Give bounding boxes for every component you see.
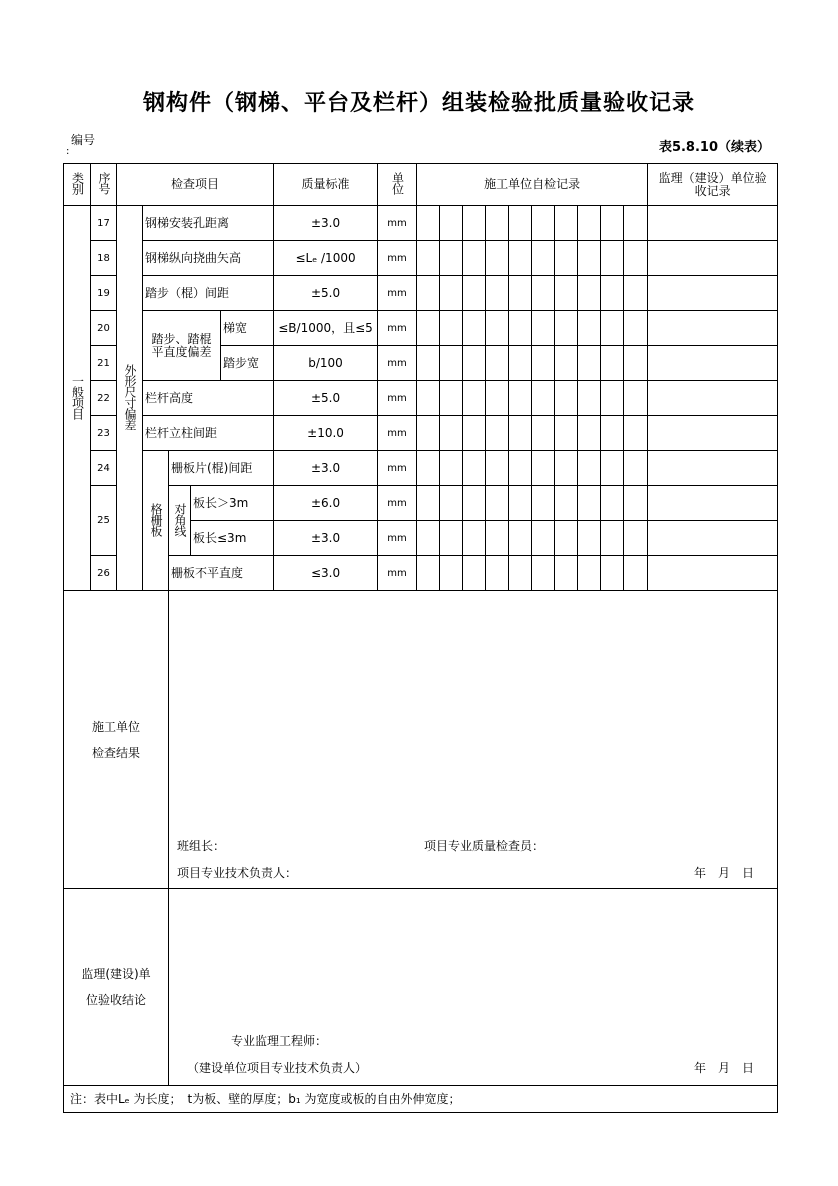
check-cell[interactable] bbox=[509, 521, 532, 556]
supervision-cell[interactable] bbox=[648, 276, 778, 311]
check-cell[interactable] bbox=[532, 486, 555, 521]
table-row bbox=[64, 556, 778, 591]
unit: mm bbox=[378, 556, 417, 591]
check-cell[interactable] bbox=[624, 556, 648, 591]
header-unit: 单位 bbox=[378, 164, 417, 206]
check-cell[interactable] bbox=[532, 381, 555, 416]
check-cell[interactable] bbox=[532, 521, 555, 556]
quality-standard: ≤Lₑ /1000 bbox=[274, 241, 378, 276]
group-grid: 格栅板 bbox=[143, 451, 169, 591]
check-cell[interactable] bbox=[601, 241, 624, 276]
quality-standard: ±6.0 bbox=[274, 486, 378, 521]
seq-number: 25 bbox=[91, 486, 117, 556]
check-cell[interactable] bbox=[486, 346, 509, 381]
unit: mm bbox=[378, 206, 417, 241]
check-cell[interactable] bbox=[440, 556, 463, 591]
check-cell[interactable] bbox=[463, 311, 486, 346]
inspection-table bbox=[63, 163, 778, 1113]
check-cell[interactable] bbox=[440, 486, 463, 521]
inspection-item: 梯宽 bbox=[221, 311, 274, 346]
code-colon: : bbox=[66, 146, 70, 157]
table-number: 表5.8.10（续表） bbox=[658, 140, 770, 155]
quality-standard: ±5.0 bbox=[274, 381, 378, 416]
header-seq: 序号 bbox=[91, 164, 117, 206]
check-cell[interactable] bbox=[440, 451, 463, 486]
table-row bbox=[64, 276, 778, 311]
table-row bbox=[64, 311, 778, 346]
check-cell[interactable] bbox=[624, 381, 648, 416]
check-cell[interactable] bbox=[532, 311, 555, 346]
unit: mm bbox=[378, 381, 417, 416]
check-cell[interactable] bbox=[417, 276, 440, 311]
unit: mm bbox=[378, 346, 417, 381]
supervision-cell[interactable] bbox=[648, 241, 778, 276]
supervision-cell[interactable] bbox=[648, 206, 778, 241]
quality-standard: ±10.0 bbox=[274, 416, 378, 451]
unit: mm bbox=[378, 451, 417, 486]
check-cell[interactable] bbox=[624, 416, 648, 451]
check-cell[interactable] bbox=[463, 346, 486, 381]
check-cell[interactable] bbox=[417, 311, 440, 346]
check-cell[interactable] bbox=[555, 311, 578, 346]
check-cell[interactable] bbox=[509, 486, 532, 521]
check-cell[interactable] bbox=[417, 486, 440, 521]
inspection-item: 栏杆立柱间距 bbox=[143, 416, 274, 451]
check-cell[interactable] bbox=[463, 556, 486, 591]
check-cell[interactable] bbox=[532, 276, 555, 311]
supervision-cell[interactable] bbox=[648, 311, 778, 346]
unit: mm bbox=[378, 486, 417, 521]
seq-number: 21 bbox=[91, 346, 117, 381]
inspection-item: 栅板片(棍)间距 bbox=[169, 451, 274, 486]
quality-standard: ≤3.0 bbox=[274, 556, 378, 591]
check-cell[interactable] bbox=[555, 521, 578, 556]
check-cell[interactable] bbox=[463, 451, 486, 486]
check-cell[interactable] bbox=[440, 416, 463, 451]
check-cell[interactable] bbox=[440, 206, 463, 241]
unit: mm bbox=[378, 521, 417, 556]
supervision-cell[interactable] bbox=[648, 381, 778, 416]
check-cell[interactable] bbox=[509, 346, 532, 381]
table-row bbox=[64, 416, 778, 451]
quality-standard: ±3.0 bbox=[274, 451, 378, 486]
construction-result-row bbox=[64, 591, 778, 889]
check-cell[interactable] bbox=[486, 521, 509, 556]
check-cell[interactable] bbox=[601, 486, 624, 521]
check-cell[interactable] bbox=[555, 381, 578, 416]
category-cell: 一般项目 bbox=[64, 206, 91, 591]
check-cell[interactable] bbox=[578, 346, 601, 381]
check-cell[interactable] bbox=[440, 276, 463, 311]
check-cell[interactable] bbox=[509, 206, 532, 241]
table-row bbox=[64, 381, 778, 416]
team-leader-label: 班组长： bbox=[177, 839, 226, 853]
check-cell[interactable] bbox=[578, 381, 601, 416]
check-cell[interactable] bbox=[555, 451, 578, 486]
unit: mm bbox=[378, 311, 417, 346]
check-cell[interactable] bbox=[486, 486, 509, 521]
check-cell[interactable] bbox=[532, 451, 555, 486]
inspection-item: 钢梯纵向挠曲矢高 bbox=[143, 241, 274, 276]
check-cell[interactable] bbox=[555, 346, 578, 381]
supervision-cell[interactable] bbox=[648, 451, 778, 486]
check-cell[interactable] bbox=[578, 451, 601, 486]
qc-inspector-label: 项目专业质量检查员： bbox=[424, 839, 545, 853]
check-cell[interactable] bbox=[486, 241, 509, 276]
check-cell[interactable] bbox=[555, 206, 578, 241]
check-cell[interactable] bbox=[463, 241, 486, 276]
supervision-cell[interactable] bbox=[648, 556, 778, 591]
check-cell[interactable] bbox=[486, 276, 509, 311]
quality-standard: ±3.0 bbox=[274, 521, 378, 556]
table-row bbox=[64, 451, 778, 486]
check-cell[interactable] bbox=[601, 381, 624, 416]
check-cell[interactable] bbox=[532, 206, 555, 241]
check-cell[interactable] bbox=[509, 241, 532, 276]
check-cell[interactable] bbox=[417, 451, 440, 486]
note-row bbox=[64, 1086, 778, 1113]
check-cell[interactable] bbox=[440, 311, 463, 346]
seq-number: 17 bbox=[91, 206, 117, 241]
check-cell[interactable] bbox=[440, 346, 463, 381]
check-cell[interactable] bbox=[440, 381, 463, 416]
supervision-cell[interactable] bbox=[648, 521, 778, 556]
check-cell[interactable] bbox=[486, 381, 509, 416]
check-cell[interactable] bbox=[624, 451, 648, 486]
unit: mm bbox=[378, 416, 417, 451]
group-shape: 外形尺寸偏差 bbox=[117, 206, 143, 591]
tech-lead-label: 项目专业技术负责人： bbox=[177, 866, 298, 880]
check-cell[interactable] bbox=[578, 206, 601, 241]
unit: mm bbox=[378, 241, 417, 276]
supervision-result-label: 监理(建设)单 位验收结论 bbox=[64, 889, 169, 1086]
quality-standard: b/100 bbox=[274, 346, 378, 381]
date-label: 年 月 日 bbox=[694, 1061, 755, 1075]
check-cell[interactable] bbox=[578, 556, 601, 591]
code-label: 编号 bbox=[71, 133, 96, 147]
header-category: 类别 bbox=[64, 164, 91, 206]
construction-result-content[interactable] bbox=[169, 591, 778, 889]
quality-standard: ≤B/1000，且≤5 bbox=[274, 311, 378, 346]
check-cell[interactable] bbox=[486, 206, 509, 241]
table-row bbox=[64, 241, 778, 276]
check-cell[interactable] bbox=[417, 521, 440, 556]
note-text: 注：表中Lₑ 为长度； t为板、壁的厚度；b₁ 为宽度或板的自由外伸宽度； bbox=[64, 1086, 778, 1113]
check-cell[interactable] bbox=[509, 276, 532, 311]
check-cell[interactable] bbox=[417, 241, 440, 276]
check-cell[interactable] bbox=[601, 521, 624, 556]
group-step: 踏步、踏棍平直度偏差 bbox=[143, 311, 221, 381]
quality-standard: ±3.0 bbox=[274, 206, 378, 241]
check-cell[interactable] bbox=[532, 241, 555, 276]
check-cell[interactable] bbox=[509, 311, 532, 346]
check-cell[interactable] bbox=[463, 521, 486, 556]
check-cell[interactable] bbox=[601, 416, 624, 451]
unit: mm bbox=[378, 276, 417, 311]
check-cell[interactable] bbox=[463, 276, 486, 311]
check-cell[interactable] bbox=[463, 206, 486, 241]
check-cell[interactable] bbox=[463, 381, 486, 416]
supervision-cell[interactable] bbox=[648, 486, 778, 521]
check-cell[interactable] bbox=[601, 451, 624, 486]
seq-number: 23 bbox=[91, 416, 117, 451]
inspection-item: 板长≤3m bbox=[191, 521, 274, 556]
seq-number: 24 bbox=[91, 451, 117, 486]
check-cell[interactable] bbox=[509, 556, 532, 591]
check-cell[interactable] bbox=[486, 556, 509, 591]
check-cell[interactable] bbox=[417, 346, 440, 381]
check-cell[interactable] bbox=[624, 346, 648, 381]
check-cell[interactable] bbox=[555, 276, 578, 311]
check-cell[interactable] bbox=[417, 416, 440, 451]
check-cell[interactable] bbox=[440, 521, 463, 556]
supervision-cell[interactable] bbox=[648, 346, 778, 381]
seq-number: 26 bbox=[91, 556, 117, 591]
table-row bbox=[64, 206, 778, 241]
check-cell[interactable] bbox=[417, 556, 440, 591]
check-cell[interactable] bbox=[532, 416, 555, 451]
check-cell[interactable] bbox=[578, 241, 601, 276]
check-cell[interactable] bbox=[578, 276, 601, 311]
supervision-cell[interactable] bbox=[648, 416, 778, 451]
check-cell[interactable] bbox=[463, 416, 486, 451]
check-cell[interactable] bbox=[601, 276, 624, 311]
check-cell[interactable] bbox=[578, 521, 601, 556]
page-title: 钢构件（钢梯、平台及栏杆）组装检验批质量验收记录 bbox=[142, 91, 695, 116]
check-cell[interactable] bbox=[624, 206, 648, 241]
inspection-item: 踏步宽 bbox=[221, 346, 274, 381]
check-cell[interactable] bbox=[440, 241, 463, 276]
header-self-check: 施工单位自检记录 bbox=[417, 164, 648, 206]
check-cell[interactable] bbox=[555, 556, 578, 591]
check-cell[interactable] bbox=[486, 311, 509, 346]
check-cell[interactable] bbox=[601, 311, 624, 346]
check-cell[interactable] bbox=[555, 486, 578, 521]
check-cell[interactable] bbox=[509, 381, 532, 416]
check-cell[interactable] bbox=[601, 556, 624, 591]
check-cell[interactable] bbox=[578, 311, 601, 346]
check-cell[interactable] bbox=[532, 346, 555, 381]
check-cell[interactable] bbox=[555, 416, 578, 451]
check-cell[interactable] bbox=[486, 416, 509, 451]
check-cell[interactable] bbox=[624, 486, 648, 521]
inspection-item: 板长＞3m bbox=[191, 486, 274, 521]
header-item: 检查项目 bbox=[117, 164, 274, 206]
check-cell[interactable] bbox=[532, 556, 555, 591]
check-cell[interactable] bbox=[578, 486, 601, 521]
supervising-engineer-label: 专业监理工程师： bbox=[231, 1034, 328, 1048]
check-cell[interactable] bbox=[601, 346, 624, 381]
supervision-result-row bbox=[64, 889, 778, 1086]
check-cell[interactable] bbox=[555, 241, 578, 276]
inspection-item: 踏步（棍）间距 bbox=[143, 276, 274, 311]
table-row bbox=[64, 486, 778, 521]
owner-tech-lead-label: （建设单位项目专业技术负责人） bbox=[187, 1061, 368, 1075]
seq-number: 19 bbox=[91, 276, 117, 311]
check-cell[interactable] bbox=[509, 416, 532, 451]
check-cell[interactable] bbox=[463, 486, 486, 521]
quality-standard: ±5.0 bbox=[274, 276, 378, 311]
seq-number: 20 bbox=[91, 311, 117, 346]
check-cell[interactable] bbox=[624, 521, 648, 556]
check-cell[interactable] bbox=[486, 451, 509, 486]
group-diagonal: 对角线 bbox=[169, 486, 191, 556]
header-supervision: 监理（建设）单位验收记录 bbox=[648, 164, 778, 206]
header-row bbox=[64, 164, 778, 206]
check-cell[interactable] bbox=[624, 276, 648, 311]
inspection-item: 栏杆高度 bbox=[143, 381, 274, 416]
check-cell[interactable] bbox=[509, 451, 532, 486]
check-cell[interactable] bbox=[578, 416, 601, 451]
construction-result-label: 施工单位 检查结果 bbox=[64, 591, 169, 889]
date-label: 年 月 日 bbox=[694, 866, 755, 880]
check-cell[interactable] bbox=[624, 311, 648, 346]
check-cell[interactable] bbox=[624, 241, 648, 276]
check-cell[interactable] bbox=[417, 381, 440, 416]
seq-number: 22 bbox=[91, 381, 117, 416]
seq-number: 18 bbox=[91, 241, 117, 276]
header-standard: 质量标准 bbox=[274, 164, 378, 206]
supervision-result-content[interactable] bbox=[169, 889, 778, 1086]
inspection-item: 栅板不平直度 bbox=[169, 556, 274, 591]
check-cell[interactable] bbox=[417, 206, 440, 241]
inspection-item: 钢梯安装孔距离 bbox=[143, 206, 274, 241]
check-cell[interactable] bbox=[601, 206, 624, 241]
